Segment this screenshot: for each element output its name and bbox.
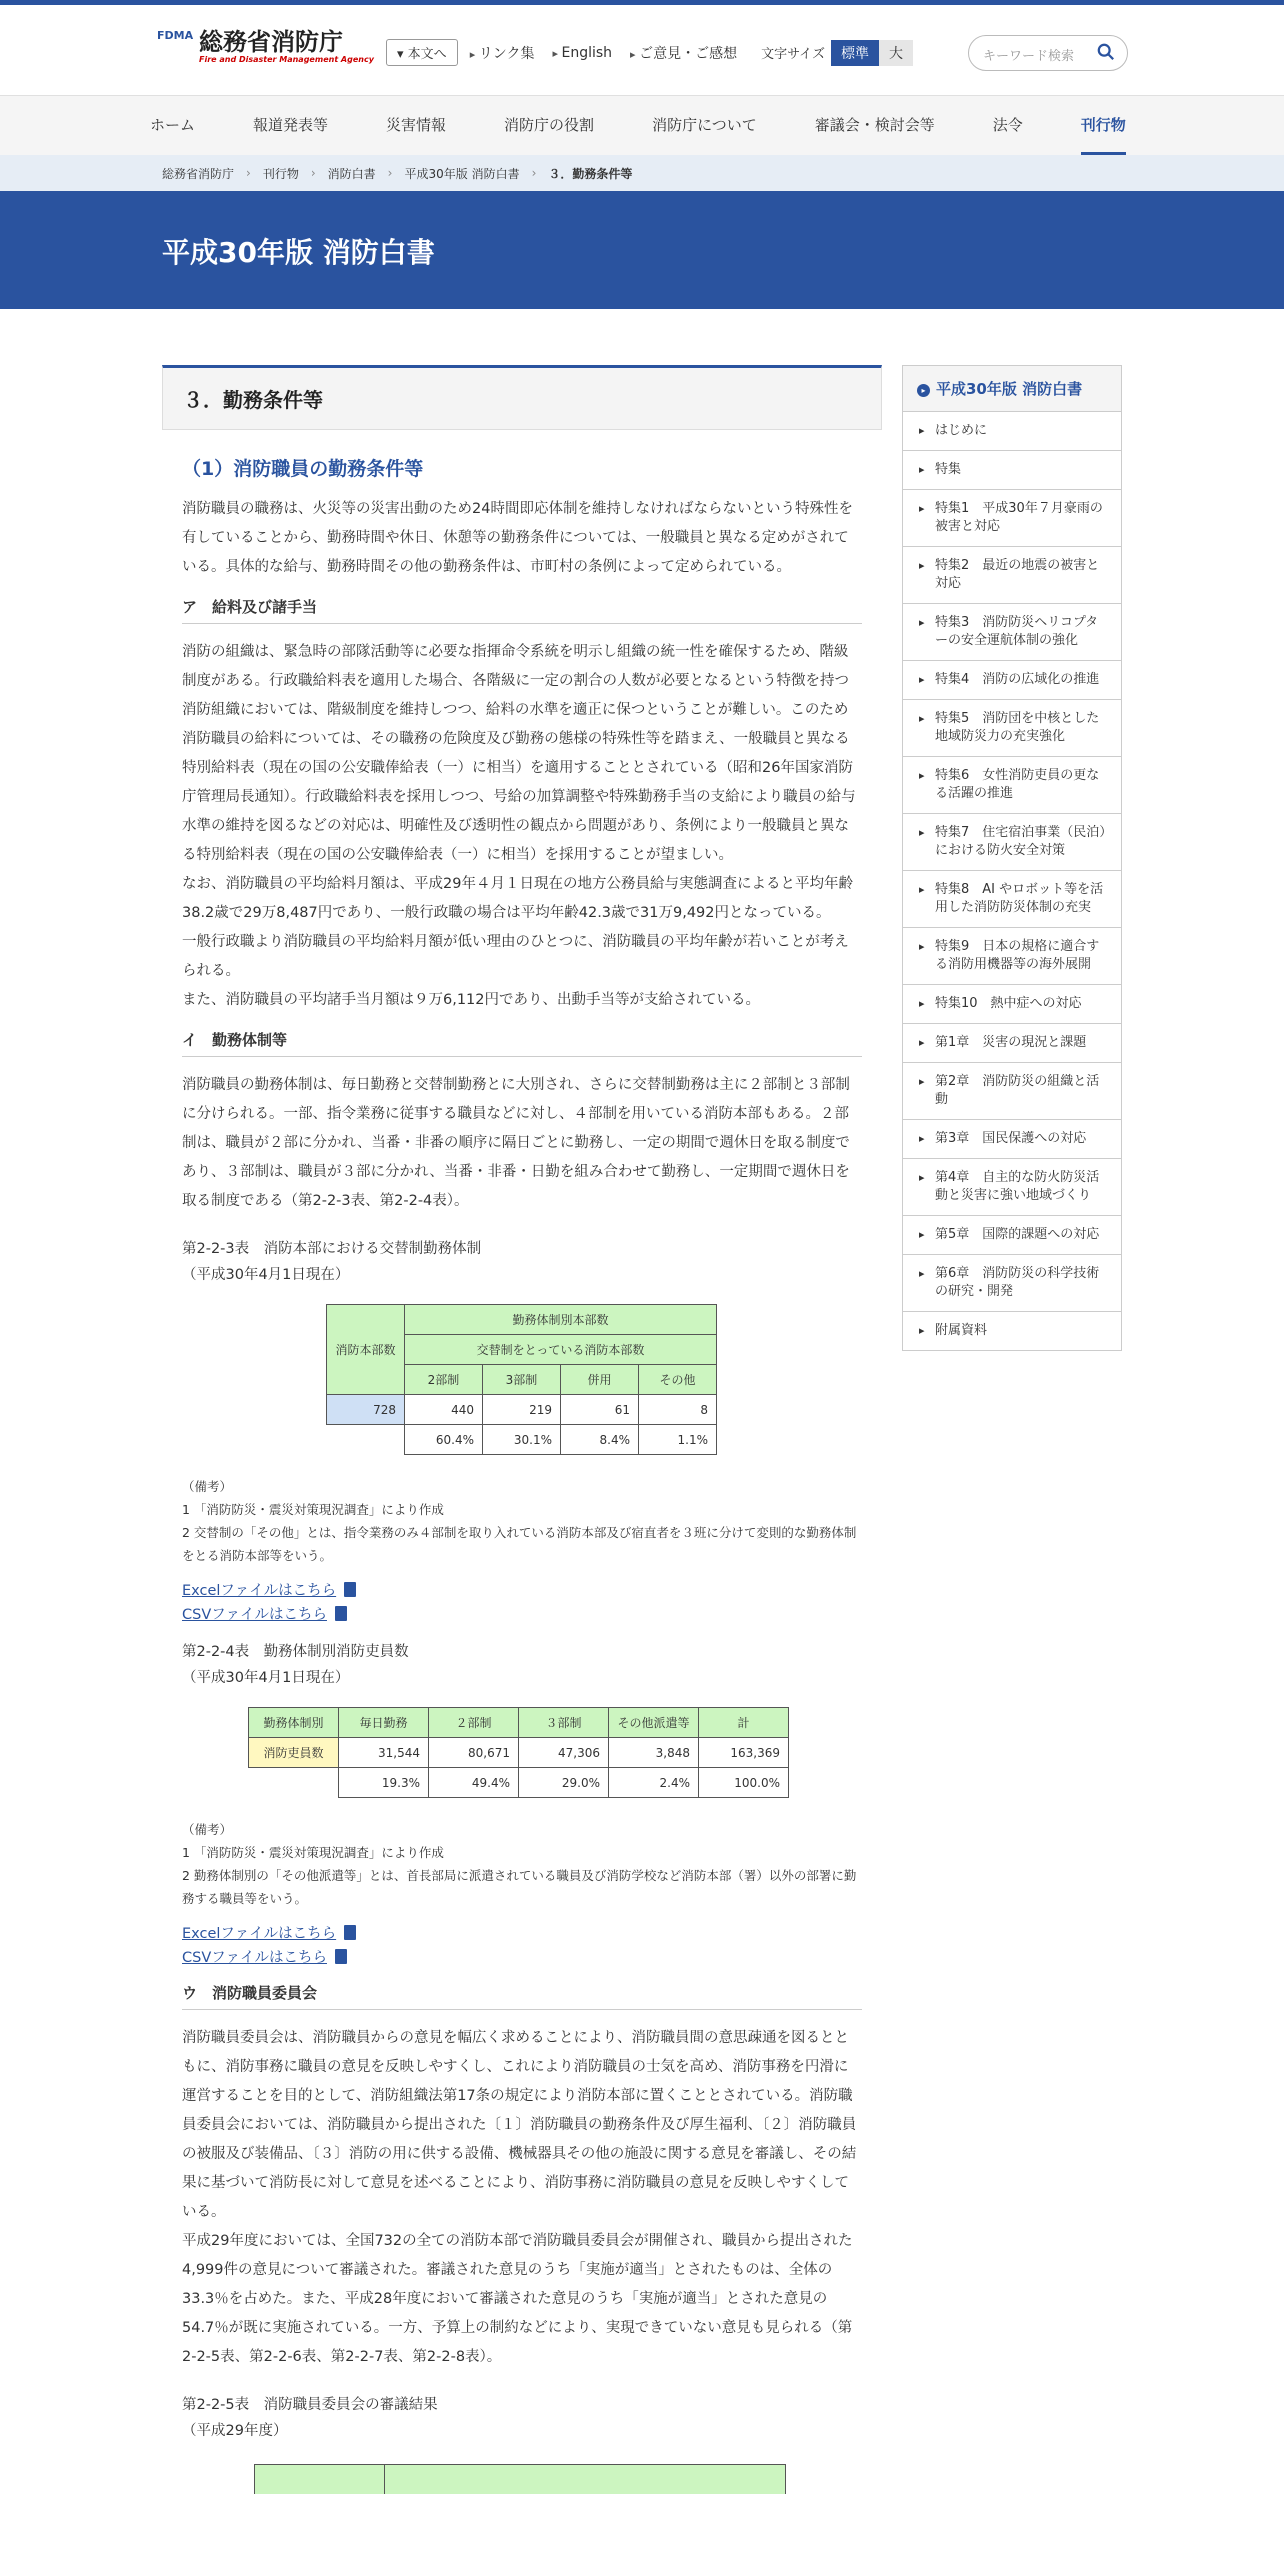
global-nav (0, 95, 1284, 155)
table-header (385, 2465, 785, 2494)
note-line: 2 勤務体制別の「その他派遣等」とは、首長部局に派遣されている職員及び消防学校など消防本部（署）以外の部署に勤務する職員等をいう。 (182, 1868, 857, 1906)
sidebar-item[interactable]: ▸ 特集8 AI やロボット等を活用した消防防災体制の充実 (903, 871, 1121, 928)
excel-link-label: Excelファイルはこちら (182, 1583, 337, 1599)
table-cell: 219 (483, 1395, 561, 1425)
table-header: その他派遣等 (609, 1708, 699, 1738)
page-title-banner (0, 191, 1284, 309)
sidebar-item[interactable]: ▸ 第5章 国際的課題への対応 (903, 1216, 1121, 1255)
sidebar-item[interactable]: ▸ 第6章 消防防災の科学技術の研究・開発 (903, 1255, 1121, 1312)
fdma-logo-mark: FDMA (157, 28, 194, 42)
table-notes (182, 1475, 862, 1567)
note-line: （備考） (182, 1822, 233, 1837)
table-cell: 47,306 (519, 1738, 609, 1768)
nav-publications[interactable]: 刊行物 (1081, 96, 1126, 155)
table-title: 第2-2-5表 消防職員委員会の審議結果 (182, 2397, 438, 2413)
font-size-large-button[interactable]: 大 (879, 40, 913, 66)
shift-system-table (326, 1304, 717, 1455)
csv-download-link[interactable] (182, 1946, 882, 1970)
page-title: 平成30年版 消防白書 (162, 236, 435, 269)
search-icon[interactable] (1097, 43, 1115, 61)
sidebar-item[interactable]: ▸ 特集7 住宅宿泊事業（民泊）における防火安全対策 (903, 814, 1121, 871)
table-header: ３部制 (519, 1708, 609, 1738)
table-cell: 29.0% (519, 1768, 609, 1798)
skip-to-content-button[interactable]: ▾ 本文へ (386, 39, 458, 66)
csv-link-label: CSVファイルはこちら (182, 1607, 327, 1623)
paragraph: 消防職員委員会は、消防職員からの意見を幅広く求めることにより、消防職員間の意思疎通を図るとともに、消防事務に職員の意見を反映しやすくし、これにより消防職員の士気を高め、消防事務を円滑に運営することを目的として、消防組織法第17条の規定により消防本部に置くこととされている。消防職員委員会においては、消防職員から提出された〔１〕消防職員の勤務条件及び厚生福利、〔２〕消防職員の被服及び装備品、〔３〕消防の用に供する設備、機械器具その他の施設に関する意見を審議し、その結果に基づいて消防長に対して意見を述べることにより、消防事務に消防職員の意見を反映しやすくしている。 (182, 2030, 857, 2220)
file-icon (344, 1925, 356, 1940)
table-empty-cell (249, 1768, 339, 1798)
sidebar-item[interactable]: ▸ 特集2 最近の地震の被害と対応 (903, 547, 1121, 604)
sidebar-item[interactable]: ▸ 第1章 災害の現況と課題 (903, 1024, 1121, 1063)
heading-work-system: イ 勤務体制等 (182, 1029, 862, 1057)
paragraph: また、消防職員の平均諸手当月額は９万6,112円であり、出動手当等が支給されている。 (182, 992, 761, 1008)
nav-home[interactable]: ホーム (150, 116, 196, 134)
file-icon (335, 1949, 347, 1964)
table-cell: 31,544 (339, 1738, 429, 1768)
breadcrumb (0, 155, 1284, 191)
table-header: 3部制 (483, 1365, 561, 1395)
sidebar-item[interactable]: ▸ 第4章 自主的な防火防災活動と災害に強い地域づくり (903, 1159, 1121, 1216)
table-header: ２部制 (429, 1708, 519, 1738)
nav-press[interactable]: 報道発表等 (253, 116, 329, 134)
staff-by-system-table (248, 1707, 789, 1798)
table-header: 計 (699, 1708, 789, 1738)
heading-salary: ア 給料及び諸手当 (182, 596, 862, 624)
subsection-heading: （1）消防職員の勤務条件等 (182, 458, 424, 480)
committee-results-table (254, 2464, 786, 2494)
paragraph: 消防職員の勤務体制は、毎日勤務と交替制勤務とに大別され、さらに交替制勤務は主に２部制と３部制に分けられる。一部、指令業務に従事する職員などに対し、４部制を用いている消防本部もある。２部制は、職員が２部に分かれ、当番・非番の順序に隔日ごとに勤務し、一定の期間で週休日を取る制度であり、３部制は、職員が３部に分かれ、当番・非番・日勤を組み合わせて勤務し、一定期間で週休日を取る制度である（第2-2-3表、第2-2-4表）。 (182, 1077, 850, 1209)
paragraph: 平成29年度においては、全国732の全ての消防本部で消防職員委員会が開催され、職員から提出された4,999件の意見について審議された。審議された意見のうち「実施が適当」とされたものは、全体の33.3％を占めた。また、平成28年度において審議された意見のうち「実施が適当」とされた意見の54.7％が既に実施されている。一方、予算上の制約などにより、実現できていない意見も見られる（第2-2-5表、第2-2-6表、第2-2-7表、第2-2-8表）。 (182, 2233, 853, 2365)
nav-council[interactable]: 審議会・検討会等 (814, 116, 935, 134)
breadcrumb-separator: › (531, 166, 537, 180)
logo-subtitle: Fire and Disaster Management Agency (199, 55, 374, 64)
breadcrumb-separator: › (387, 166, 393, 180)
circle-chevron-icon: ▸ (917, 384, 930, 397)
table-cell: 100.0% (699, 1768, 789, 1798)
paragraph: 一般行政職より消防職員の平均給料月額が低い理由のひとつに、消防職員の平均年齢が若いことが考えられる。 (182, 934, 849, 979)
heading-committee: ウ 消防職員委員会 (182, 1982, 862, 2010)
table-cell: 49.4% (429, 1768, 519, 1798)
table-header: 消防本部数 (327, 1305, 405, 1395)
table-cell: 80,671 (429, 1738, 519, 1768)
table-cell: 1.1% (639, 1425, 717, 1455)
table-date: （平成29年度） (182, 2423, 288, 2439)
breadcrumb-h30[interactable]: 平成30年版 消防白書 (404, 166, 520, 181)
table-cell: 3,848 (609, 1738, 699, 1768)
excel-link-label: Excelファイルはこちら (182, 1926, 337, 1942)
sidebar-item[interactable]: ▸ 特集3 消防防災ヘリコプターの安全運航体制の強化 (903, 604, 1121, 661)
table-header: 2部制 (405, 1365, 483, 1395)
sidebar-item[interactable]: ▸ 特集4 消防の広域化の推進 (903, 661, 1121, 700)
table-cell: 440 (405, 1395, 483, 1425)
csv-download-link[interactable] (182, 1603, 882, 1627)
table-cell: 8.4% (561, 1425, 639, 1455)
paragraph: 消防の組織は、緊急時の部隊活動等に必要な指揮命令系統を明示し組織の統一性を確保するため、階級制度がある。行政職給料表を適用した場合、各階級に一定の割合の人数が必要となるという特徴を持つ消防組織においては、階級制度を維持しつつ、給料の水準を適正に保つということが難しい。このため消防職員の給料については、その職務の危険度及び勤務の態様の特殊性等を踏まえ、一般職員と異なる特別給料表（現在の国の公安職俸給表（一）に相当）を適用することとされている（昭和26年国家消防庁管理局長通知）。行政職給料表を採用しつつ、号給の加算調整や特殊勤務手当の支給により職員の給与水準の維持を図るなどの対応は、明確性及び透明性の観点から問題があり、条例により一般職員と異なる特別給料表（現在の国の公安職俸給表（一）に相当）を採用することが望ましい。 (182, 644, 856, 863)
paragraph: なお、消防職員の平均給料月額は、平成29年４月１日現在の地方公務員給与実態調査によると平均年齢38.2歳で29万8,487円であり、一般行政職の場合は平均年齢42.3歳で31万9,492円となっている。 (182, 876, 853, 921)
skip-label: 本文へ (407, 47, 447, 62)
sidebar-item[interactable]: ▸ 特集10 熱中症への対応 (903, 985, 1121, 1024)
sidebar-item[interactable]: ▸ 第3章 国民保護への対応 (903, 1120, 1121, 1159)
sidebar-item[interactable]: ▸ 特集1 平成30年７月豪雨の被害と対応 (903, 490, 1121, 547)
table-title: 第2-2-3表 消防本部における交替制勤務体制 (182, 1241, 482, 1257)
sidebar-nav (902, 365, 1122, 1351)
table-header: 交替制をとっている消防本部数 (405, 1335, 717, 1365)
search-placeholder: キーワード検索 (983, 49, 1075, 64)
breadcrumb-home[interactable]: 総務省消防庁 (162, 166, 235, 181)
table-cell: 8 (639, 1395, 717, 1425)
sidebar-item[interactable]: ▸ 第2章 消防防災の組織と活動 (903, 1063, 1121, 1120)
note-line: 2 交替制の「その他」とは、指令業務のみ４部制を取り入れている消防本部及び宿直者を３班に分けて変則的な勤務体制をとる消防本部等をいう。 (182, 1525, 857, 1563)
nav-about[interactable]: 消防庁について (652, 116, 757, 134)
note-line: 1 「消防防災・震災対策現況調査」により作成 (182, 1845, 444, 1860)
breadcrumb-separator: › (246, 166, 251, 180)
font-size-standard-button[interactable]: 標準 (831, 40, 879, 66)
table-header (255, 2465, 385, 2494)
table-cell: 60.4% (405, 1425, 483, 1455)
section-heading: ３．勤務条件等 (162, 365, 882, 430)
sidebar-item[interactable]: ▸ はじめに (903, 412, 1121, 451)
table-header: その他 (639, 1365, 717, 1395)
table-cell: 2.4% (609, 1768, 699, 1798)
sidebar-item[interactable]: ▸ 特集5 消防団を中核とした地域防災力の充実強化 (903, 700, 1121, 757)
breadcrumb-whitepaper[interactable]: 消防白書 (327, 166, 376, 181)
file-icon (335, 1606, 347, 1621)
english-link[interactable]: ▸ English (552, 45, 612, 61)
sidebar-item[interactable]: ▸ 特集6 女性消防吏員の更なる活躍の推進 (903, 757, 1121, 814)
search-input[interactable] (968, 35, 1128, 71)
sidebar-item[interactable]: ▸ 特集 (903, 451, 1121, 490)
table-notes (182, 1818, 862, 1910)
table-date: （平成30年4月1日現在） (182, 1267, 350, 1283)
nav-disaster-info[interactable]: 災害情報 (386, 116, 447, 134)
breadcrumb-publications[interactable]: 刊行物 (262, 166, 299, 181)
logo-title: 総務省消防庁 (199, 28, 343, 56)
table-row-header: 消防吏員数 (249, 1738, 339, 1768)
table-cell: 30.1% (483, 1425, 561, 1455)
sidebar-heading[interactable] (903, 366, 1121, 412)
sidebar-heading-label: 平成30年版 消防白書 (936, 380, 1083, 398)
csv-link-label: CSVファイルはこちら (182, 1950, 327, 1966)
table-header: 勤務体制別 (249, 1708, 339, 1738)
table-cell: 163,369 (699, 1738, 789, 1768)
site-logo[interactable] (157, 29, 374, 64)
note-line: （備考） (182, 1479, 233, 1494)
site-header (0, 5, 1284, 95)
table-empty-cell (327, 1425, 405, 1455)
table-header: 勤務体制別本部数 (405, 1305, 717, 1335)
nav-laws[interactable]: 法令 (992, 116, 1023, 134)
sidebar-item[interactable]: ▸ 特集9 日本の規格に適合する消防用機器等の海外展開 (903, 928, 1121, 985)
table-date: （平成30年4月1日現在） (182, 1670, 350, 1686)
excel-download-link[interactable] (182, 1922, 882, 1946)
table-header: 毎日勤務 (339, 1708, 429, 1738)
table-cell: 728 (327, 1395, 405, 1425)
table-header: 併用 (561, 1365, 639, 1395)
note-line: 1 「消防防災・震災対策現況調査」により作成 (182, 1502, 444, 1517)
font-size-label: 文字サイズ (761, 47, 826, 62)
paragraph: 消防職員の職務は、火災等の災害出動のため24時間即応体制を維持しなければならないという特殊性を有していることから、勤務時間や休日、休憩等の勤務条件については、一般職員と異なる定めがされている。具体的な給与、勤務時間その他の勤務条件は、市町村の条例によって定められている。 (182, 501, 853, 575)
link-collection[interactable]: ▸ リンク集 (470, 43, 535, 63)
table-cell: 61 (561, 1395, 639, 1425)
nav-role[interactable]: 消防庁の役割 (504, 116, 595, 134)
header-links (386, 39, 913, 66)
feedback-link[interactable]: ▸ ご意見・ご感想 (630, 43, 737, 63)
file-icon (344, 1582, 356, 1597)
excel-download-link[interactable] (182, 1579, 882, 1603)
breadcrumb-separator: › (310, 166, 316, 180)
article-content (162, 365, 882, 2494)
table-title: 第2-2-4表 勤務体制別消防吏員数 (182, 1644, 409, 1660)
table-cell: 19.3% (339, 1768, 429, 1798)
sidebar-item[interactable]: ▸ 附属資料 (903, 1312, 1121, 1350)
breadcrumb-current: ３．勤務条件等 (548, 166, 633, 181)
